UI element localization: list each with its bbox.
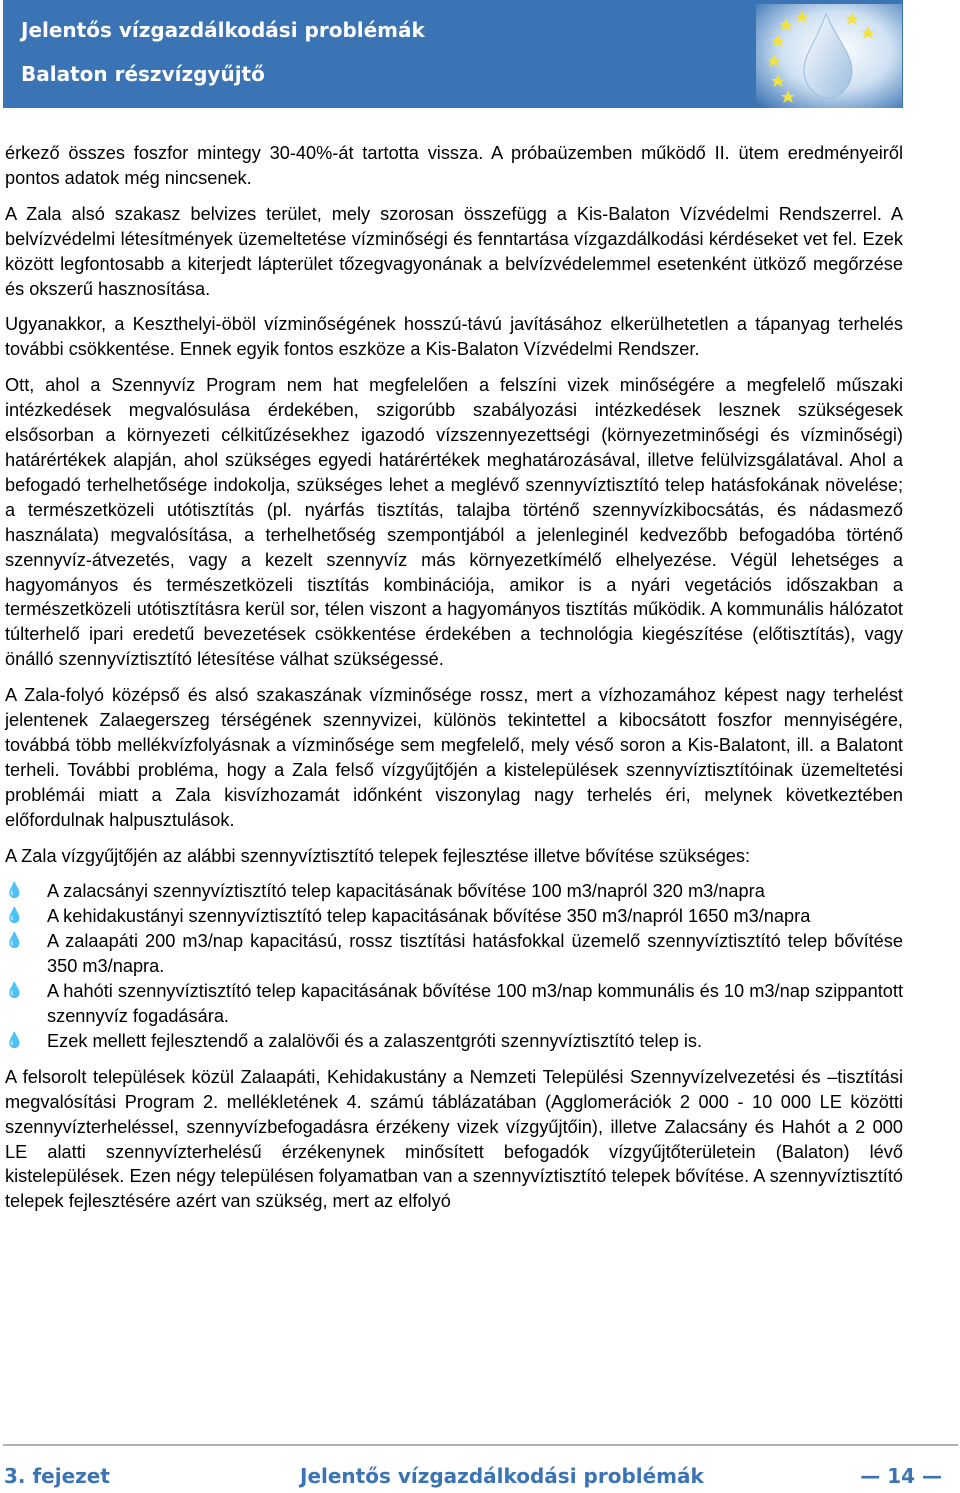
list-item [5, 979, 903, 1029]
page-footer [4, 1464, 954, 1492]
water-drop-bullet-icon: 💧 [5, 1031, 24, 1049]
footer-title: Jelentős vízgazdálkodási problémák [300, 1464, 704, 1488]
list-item-text: A hahóti szennyvíztisztító telep kapacitásának bővítése 100 m3/nap kommunális és 10 m3/nap szippantott szennyvíz fogadására. [47, 981, 903, 1026]
paragraph: A Zala-folyó középső és alsó szakaszának vízminősége rossz, mert a vízhozamához képest nagy terhelést jelentenek Zalaegerszeg térségének szennyvizei, különös tekintettel a kibocsátott foszfor mennyiségére, továbbá több mellékvízfolyásnak a vízminősége sem megfelelő, mely véső soron a Kis-Balatont, ill. a Balatont terheli. További probléma, hogy a Zala felső vízgyűjtőjén a kistelepülések szennyvíztisztítóinak üzemeltetési problémái miatt a Zala kisvízhozamát időnként viszonylag nagy terhelés éri, melynek következtében előfordulnak halpusztulások. [5, 685, 903, 830]
water-drop-bullet-icon: 💧 [5, 932, 24, 950]
page-number: — 14 — [860, 1464, 942, 1488]
list-item [5, 904, 903, 929]
paragraph: A Zala vízgyűjtőjén az alábbi szennyvíztisztító telepek fejlesztése illetve bővítése szükséges: [5, 845, 751, 866]
paragraph: A felsorolt települések közül Zalaapáti, Kehidakustány a Nemzeti Települési Szennyvízelvezetési és –tisztítási megvalósítási Program 2. mellékletének 4. számú táblázatában (Agglomerációk 2 000 - 10 000 LE közötti szennyvízterheléssel, szennyvízbefogadásra érzékeny vizek vízgyűjtőin), illetve Zalacsány és Hahót a 2 000 LE alatti szennyvízterhelésű érzékenynek minősített befogadók vízgyűjtőterületein (Balaton) lévő kistelepülések. Ezen négy településen folyamatban van a szennyvíztisztító telepek bővítése. A szennyvíztisztító telepek fejlesztésére azért van szükség, mert az elfolyó [5, 1066, 903, 1212]
list-item-text: Ezek mellett fejlesztendő a zalalövői és a zalaszentgróti szennyvíztisztító telep is. [47, 1030, 703, 1051]
header-subtitle: Balaton részvízgyűjtő [21, 62, 265, 86]
paragraph: érkező összes foszfor mintegy 30-40%-át tartotta vissza. A próbaüzemben működő II. ütem eredményeiről pontos adatok még nincsenek. [5, 143, 903, 188]
water-drop-bullet-icon: 💧 [5, 907, 24, 925]
upgrade-list [5, 879, 903, 1053]
page-header [3, 0, 903, 108]
paragraph: A Zala alsó szakasz belvizes terület, mely szorosan összefügg a Kis-Balaton Vízvédelmi Rendszerrel. A belvízvédelmi létesítmények üzemeltetése vízminőségi és fenntartása vízgazdálkodási kérdéseket vet fel. Ezek között legfontosabb a kiterjedt lápterület tőzegvagyonának a belvízvédelemmel esetenként ütköző megőrzése és okszerű hasznosítása. [5, 203, 903, 299]
footer-chapter: 3. fejezet [4, 1464, 110, 1488]
footer-divider [3, 1444, 958, 1446]
document-body [5, 141, 903, 1225]
list-item-text: A kehidakustányi szennyvíztisztító telep kapacitásának bővítése 350 m3/napról 1650 m3/napra [47, 906, 811, 927]
list-item [5, 929, 903, 979]
list-item-text: A zalaapáti 200 m3/nap kapacitású, rossz tisztítási hatásfokkal üzemelő szennyvíztisztító telep bővítése 350 m3/napra. [47, 931, 903, 977]
eu-stars-water-drop-logo-icon [756, 4, 902, 108]
paragraph: Ott, ahol a Szennyvíz Program nem hat megfelelően a felszíni vizek minőségére a megfelelő műszaki intézkedések megvalósulása érdekében, szigorúbb szabályozási intézkedések lesznek szükségesek elsősorban a környezeti célkitűzésekhez igazodó vízszennyezettségi (környezetminőségi és vízminőségi) határértékek alapján, ahol szükséges egyedi határértékek meghatározásával, illetve felülvizsgálatával. Ahol a befogadó terhelhetősége indokolja, szükséges lehet a meglévő szennyvíztisztító telep hatásfokának növelése; a természetközeli utótisztítás (pl. nyárfás tisztítás, talajba történő szennyvízkibocsátás, és nádasmező használata) megvalósítása, a terhelhetőség szempontjából a jelenleginél kedvezőbb befogadóba történő szennyvíz-átvezetés, vagy a kezelt szennyvíz más környezetkímélő elhelyezése. Végül lehetséges a hagyományos és természetközeli tisztítás kombinációja, amikor is a nyári vegetációs időszakban a természetközeli utótisztításra kerül sor, télen viszont a hagyományos tisztítás működik. A kommunális hálózatot túlterhelő ipari eredetű bevezetések csökkentése érdekében a technológia kiegészítése (előtisztítás), vagy önálló szennyvíztisztító létesítése válhat szükségessé. [5, 375, 903, 670]
list-item [5, 1029, 903, 1054]
list-item [5, 879, 903, 904]
paragraph: Ugyanakkor, a Keszthelyi-öböl vízminőségének hosszú-távú javításához elkerülhetetlen a tápanyag terhelés további csökkentése. Ennek egyik fontos eszköze a Kis-Balaton Vízvédelmi Rendszer. [5, 314, 903, 360]
list-item-text: A zalacsányi szennyvíztisztító telep kapacitásának bővítése 100 m3/napról 320 m3/napra [47, 881, 765, 902]
header-title: Jelentős vízgazdálkodási problémák [21, 18, 425, 42]
water-drop-bullet-icon: 💧 [5, 882, 24, 900]
water-drop-bullet-icon: 💧 [5, 982, 24, 1000]
